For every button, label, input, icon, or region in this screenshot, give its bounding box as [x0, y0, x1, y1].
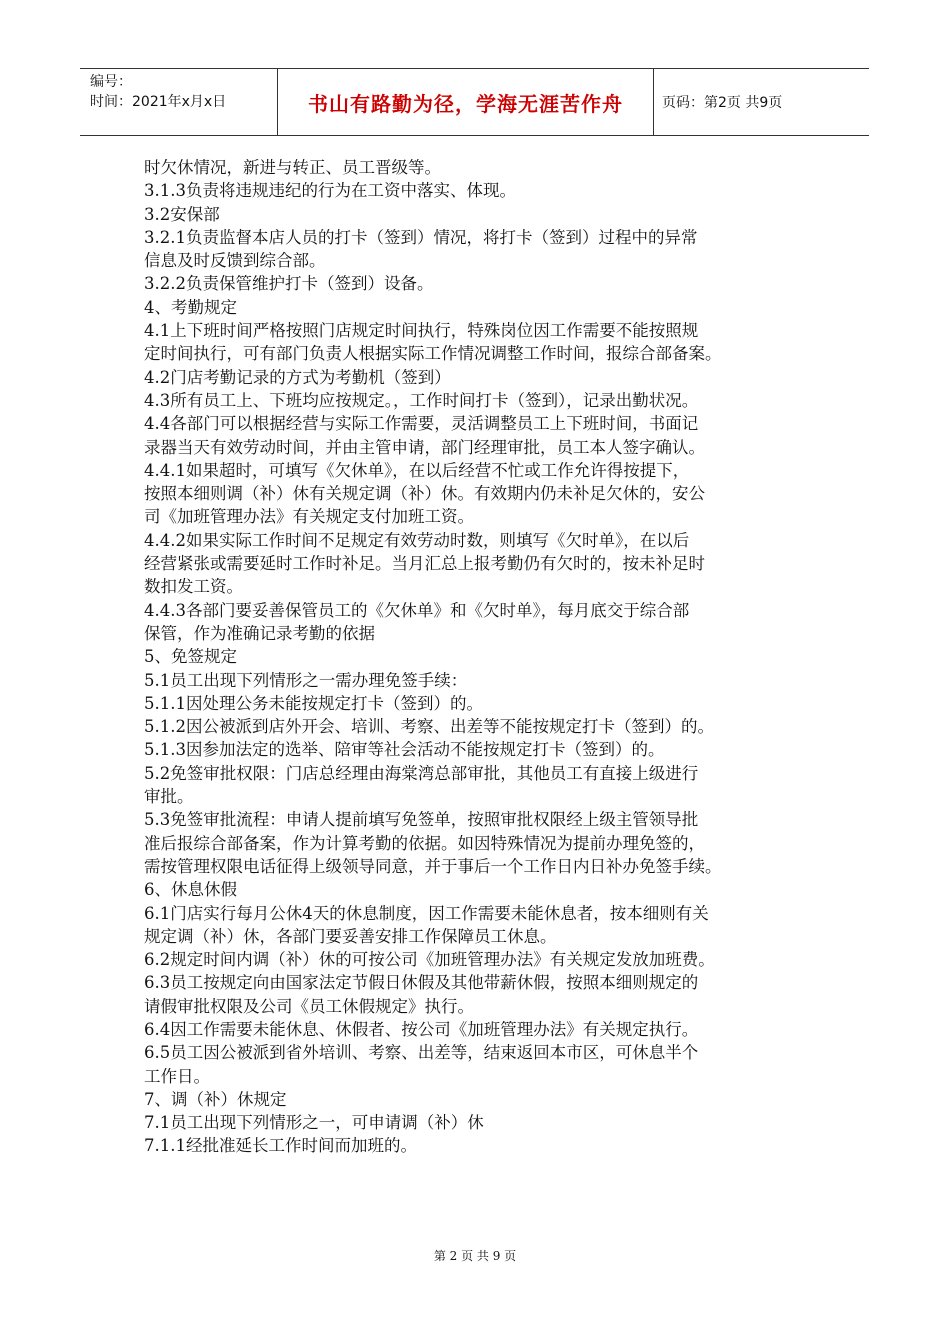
document-time: 时间：2021年x月x日 — [90, 94, 227, 110]
header-motto: 书山有路勤为径，学海无涯苦作舟 — [278, 69, 654, 135]
text-line: 4.4.3各部门要妥善保管员工的《欠休单》和《欠时单》，每月底交于综合部 — [144, 600, 690, 620]
text-line: 工作日。 — [144, 1066, 210, 1086]
body-text — [144, 156, 814, 1158]
text-line: 按照本细则调（补）休有关规定调（补）休。有效期内仍未补足欠休的，安公 — [144, 484, 705, 504]
text-line: 4、考勤规定 — [144, 297, 237, 317]
text-line: 4.4各部门可以根据经营与实际工作需要，灵活调整员工上下班时间，书面记 — [144, 414, 699, 434]
text-line: 4.1上下班时间严格按照门店规定时间执行，特殊岗位因工作需要不能按照规 — [144, 321, 699, 341]
text-line: 3.1.3负责将违规违纪的行为在工资中落实、体现。 — [144, 181, 516, 201]
text-line: 时欠休情况，新进与转正、员工晋级等。 — [144, 158, 441, 177]
text-line: 5.1.2因公被派到店外开会、培训、考察、出差等不能按规定打卡（签到）的。 — [144, 717, 714, 737]
text-line: 数扣发工资。 — [144, 577, 243, 597]
text-line: 6.4因工作需要未能休息、休假者、按公司《加班管理办法》有关规定执行。 — [144, 1019, 699, 1039]
text-line: 3.2安保部 — [144, 204, 220, 224]
text-line: 5、免签规定 — [144, 647, 237, 667]
text-line: 4.4.2如果实际工作时间不足规定有效劳动时数，则填写《欠时单》，在以后 — [144, 530, 690, 550]
text-line: 需按管理权限电话征得上级领导同意，并于事后一个工作日内日补办免签手续。 — [144, 856, 722, 876]
text-line: 4.2门店考勤记录的方式为考勤机（签到） — [144, 367, 451, 387]
text-line: 规定调（补）休，各部门要妥善安排工作保障员工休息。 — [144, 926, 557, 946]
text-line: 5.1员工出现下列情形之一需办理免签手续： — [144, 670, 468, 690]
text-line: 司《加班管理办法》有关规定支付加班工资。 — [144, 507, 474, 527]
text-line: 7、调（补）休规定 — [144, 1089, 287, 1109]
text-line: 4.3所有员工上、下班均应按规定。，工作时间打卡（签到），记录出勤状况。 — [144, 390, 699, 410]
text-line: 4.4.1如果超时，可填写《欠休单》，在以后经营不忙或工作允许得按提下， — [144, 460, 690, 480]
text-line: 5.2免签审批权限：门店总经理由海棠湾总部审批，其他员工有直接上级进行 — [144, 763, 699, 783]
text-line: 经营紧张或需要延时工作时补足。当月汇总上报考勤仍有欠时的，按未补足时 — [144, 554, 705, 574]
text-line: 6.2规定时间内调（补）休的可按公司《加班管理办法》有关规定发放加班费。 — [144, 950, 715, 970]
text-line: 请假审批权限及公司《员工休假规定》执行。 — [144, 996, 474, 1016]
text-line: 定时间执行，可有部门负责人根据实际工作情况调整工作时间，报综合部备案。 — [144, 344, 722, 364]
text-line: 审批。 — [144, 787, 194, 807]
text-line: 3.2.2负责保管维护打卡（签到）设备。 — [144, 274, 434, 294]
text-line: 信息及时反馈到综合部。 — [144, 251, 326, 271]
page-header — [80, 68, 869, 136]
page-footer: 第 2 页 共 9 页 — [433, 1249, 517, 1263]
header-meta — [80, 69, 278, 135]
text-line: 6.5员工因公被派到省外培训、考察、出差等，结束返回本市区，可休息半个 — [144, 1043, 699, 1063]
text-line: 准后报综合部备案，作为计算考勤的依据。如因特殊情况为提前办理免签的， — [144, 833, 705, 853]
text-line: 5.3免签审批流程：申请人提前填写免签单，按照审批权限经上级主管领导批 — [144, 810, 699, 830]
text-line: 5.1.1因处理公务未能按规定打卡（签到）的。 — [144, 693, 483, 713]
document-number: 编号： — [90, 74, 132, 90]
text-line: 7.1员工出现下列情形之一，可申请调（补）休 — [144, 1113, 484, 1133]
text-line: 3.2.1负责监督本店人员的打卡（签到）情况，将打卡（签到）过程中的异常 — [144, 227, 698, 247]
text-line: 6.1门店实行每月公休4天的休息制度，因工作需要未能休息者，按本细则有关 — [144, 903, 709, 923]
text-line: 7.1.1经批准延长工作时间而加班的。 — [144, 1136, 417, 1156]
text-line: 5.1.3因参加法定的选举、陪审等社会活动不能按规定打卡（签到）的。 — [144, 740, 665, 760]
text-line: 6、休息休假 — [144, 880, 237, 900]
header-page-number: 页码：第2页 共9页 — [662, 95, 783, 111]
text-line: 6.3员工按规定向由国家法定节假日休假及其他带薪休假，按照本细则规定的 — [144, 973, 699, 993]
text-line: 保管，作为准确记录考勤的依据 — [144, 623, 375, 643]
text-line: 录器当天有效劳动时间，并由主管申请，部门经理审批，员工本人签字确认。 — [144, 437, 705, 457]
